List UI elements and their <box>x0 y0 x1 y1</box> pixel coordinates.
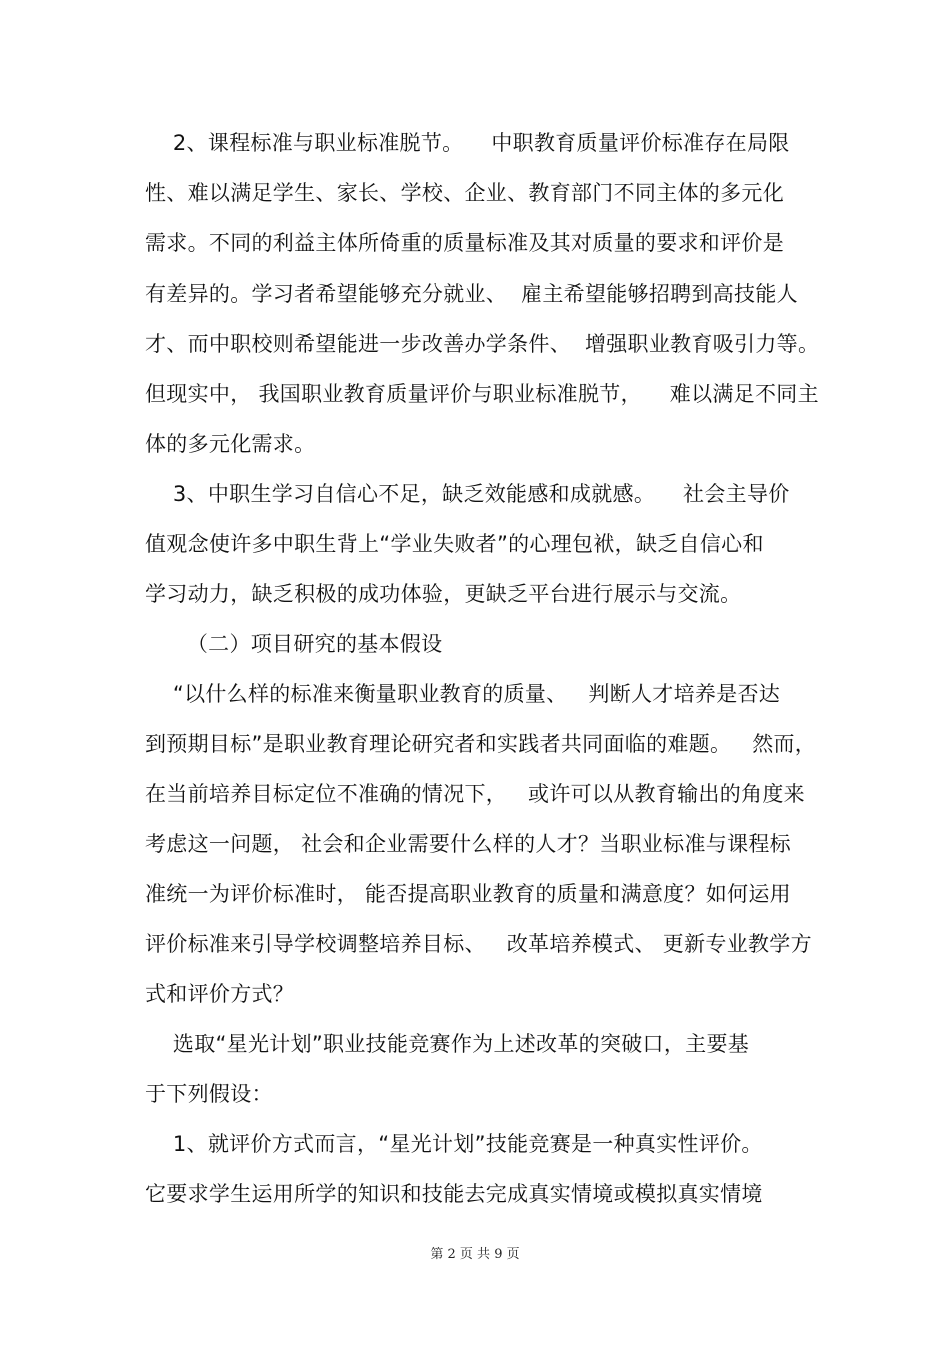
page-number-footer: 第 2 页 共 9 页 <box>430 1247 520 1262</box>
paragraph-line: 它要求学生运用所学的知识和技能去完成真实情境或模拟真实情境 <box>145 1182 763 1206</box>
paragraph-line: “以什么样的标准来衡量职业教育的质量、 判断人才培养是否达 <box>145 682 781 706</box>
paragraph-line: 2、课程标准与职业标准脱节。 中职教育质量评价标准存在局限 <box>145 131 790 155</box>
paragraph-line: 体的多元化需求。 <box>145 432 316 456</box>
paragraph-line: 性、难以满足学生、家长、学校、企业、教育部门不同主体的多元化 <box>145 181 784 205</box>
paragraph-line: 在当前培养目标定位不准确的情况下， 或许可以从教育输出的角度来 <box>145 782 805 806</box>
paragraph-line: 式和评价方式？ <box>145 982 295 1006</box>
paragraph-line: 有差异的。学习者希望能够充分就业、 雇主希望能够招聘到高技能人 <box>145 282 798 306</box>
paragraph-line: 学习动力，缺乏积极的成功体验，更缺乏平台进行展示与交流。 <box>145 582 742 606</box>
paragraph-line: 准统一为评价标准时， 能否提高职业教育的质量和满意度？如何运用 <box>145 882 791 906</box>
paragraph-line: 评价标准来引导学校调整培养目标、 改革培养模式、 更新专业教学方 <box>145 932 812 956</box>
paragraph-line: 选取“星光计划”职业技能竞赛作为上述改革的突破口，主要基 <box>145 1032 750 1056</box>
paragraph-line: 值观念使许多中职生背上“学业失败者”的心理包袱，缺乏自信心和 <box>145 532 764 556</box>
paragraph-line: 1、就评价方式而言，“星光计划”技能竞赛是一种真实性评价。 <box>145 1132 763 1156</box>
paragraph-line: 到预期目标”是职业教育理论研究者和实践者共同面临的难题。 然而， <box>145 732 817 756</box>
paragraph-line: 3、中职生学习自信心不足，缺乏效能感和成就感。 社会主导价 <box>145 482 790 506</box>
paragraph-line: 需求。不同的利益主体所倚重的质量标准及其对质量的要求和评价是 <box>145 231 784 255</box>
paragraph-line: 但现实中， 我国职业教育质量评价与职业标准脱节， 难以满足不同主 <box>145 382 819 406</box>
paragraph-line: 考虑这一问题， 社会和企业需要什么样的人才？当职业标准与课程标 <box>145 832 791 856</box>
paragraph-line: 才、而中职校则希望能进一步改善办学条件、 增强职业教育吸引力等。 <box>145 332 820 356</box>
paragraph-line: 于下列假设： <box>145 1082 273 1106</box>
section-heading: （二）项目研究的基本假设 <box>145 632 443 656</box>
